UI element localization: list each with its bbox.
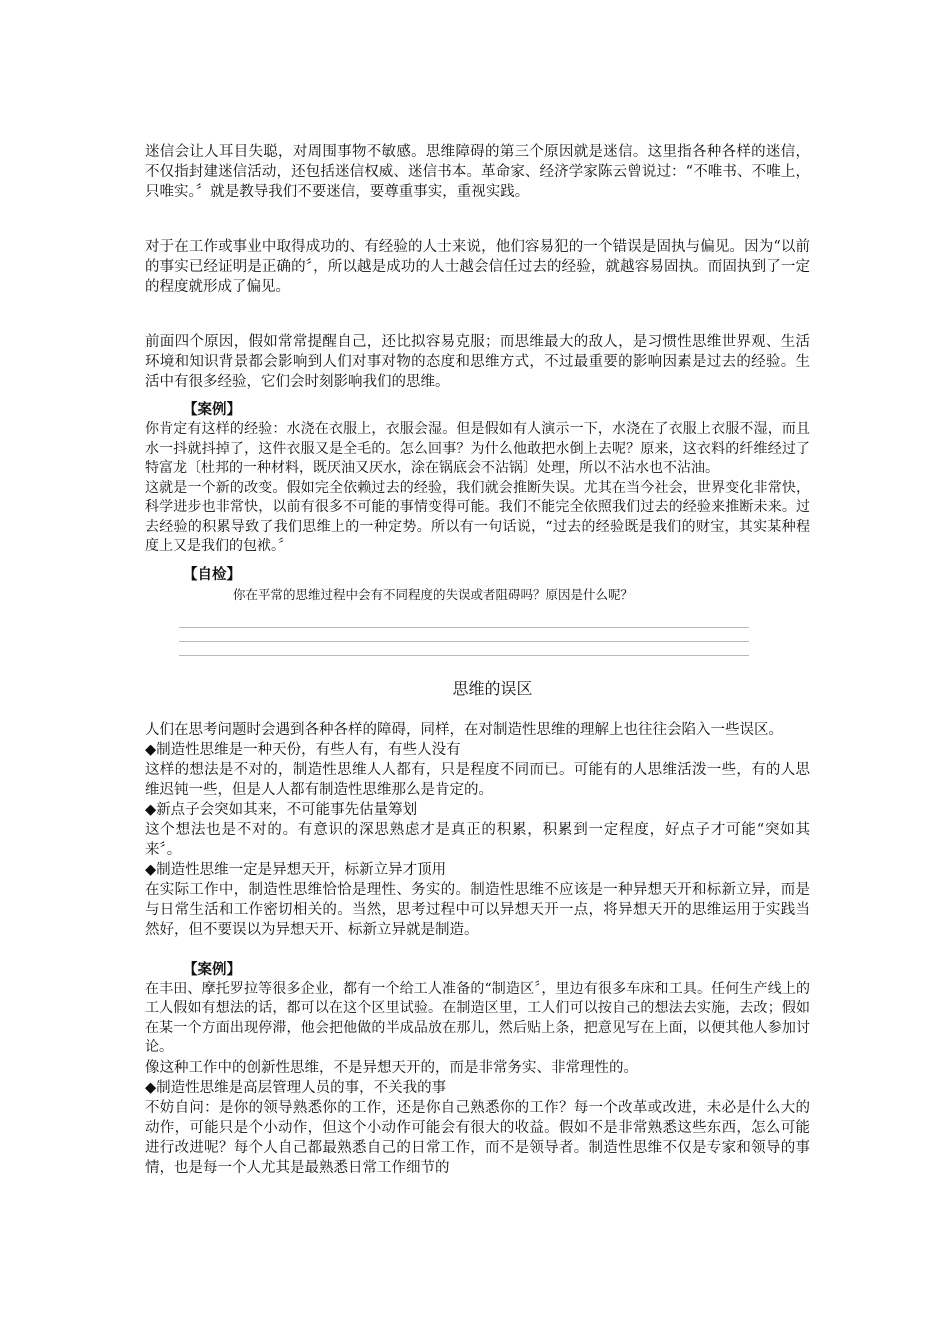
misconception-heading: ◆制造性思维是一种天份，有些人有，有些人没有 bbox=[145, 741, 461, 758]
case-label: 【案例】 bbox=[183, 402, 241, 418]
paragraph-superstition: 迷信会让人耳目失聪，对周围事物不敏感。思维障碍的第三个原因就是迷信。这里指各种各样的迷信，不仅指封建迷信活动，还包括迷信权威、迷信书本。革命家、经济学家陈云曾说过：“不唯书、不唯上，只唯实。〞就是教导我们不要迷信，要尊重事实，重视实践。 bbox=[145, 144, 810, 200]
misconception-text: 这样的想法是不对的，制造性思维人人都有，只是程度不同而已。可能有的人思维活泼一些，有的人思维迟钝一些，但是人人都有制造性思维那么是肯定的。 bbox=[145, 761, 810, 798]
closing-text: 不妨自问：是你的领导熟悉你的工作，还是你自己熟悉你的工作？每一个改革或改进，未必是什么大的动作，可能只是个小动作，但这个小动作可能会有很大的收益。假如不是非常熟悉这些东西，怎么可能进行改进呢？每个人自己都最熟悉自己的日常工作，而不是领导者。制造性思维不仅是专家和领导的事情，也是每一个人尤其是最熟悉日常工作细节的 bbox=[145, 1099, 810, 1176]
case-paragraph: 这就是一个新的改变。假如完全依赖过去的经验，我们就会推断失误。尤其在当今社会，世界变化非常快，科学进步也非常快，以前有很多不可能的事情变得可能。我们不能完全依照我们过去的经验来推断未来。过去经验的积累导致了我们思维上的一种定势。所以有一句话说，“过去的经验既是我们的财宝，其实某种程度上又是我们的包袱。〞 bbox=[145, 479, 810, 554]
answer-lines bbox=[179, 614, 749, 656]
case-paragraph: 你肯定有这样的经验：水浇在衣服上，衣服会湿。但是假如有人演示一下，水浇在了衣服上衣服不湿，而且水一抖就抖掉了，这件衣服又是全毛的。怎么回事？为什么他敢把水倒上去呢？原来，这衣料的纤维经过了特富龙〔杜邦的一种材料，既厌油又厌水，涂在锅底会不沾锅〕处理，所以不沾水也不沾油。 bbox=[145, 421, 810, 476]
section-title: 思维的误区 bbox=[452, 678, 533, 698]
answer-line bbox=[179, 614, 749, 628]
case-text-2 bbox=[145, 980, 810, 1058]
document-page bbox=[145, 142, 810, 1178]
answer-line bbox=[179, 628, 749, 642]
misconception-heading: ◆制造性思维是高层管理人员的事，不关我的事 bbox=[145, 1079, 447, 1096]
misconception-heading: ◆制造性思维一定是异想天开，标新立异才顶用 bbox=[145, 861, 447, 878]
paragraph-stubbornness: 对于在工作或事业中取得成功的、有经验的人士来说，他们容易犯的一个错误是固执与偏见。因为“以前的事实已经证明是正确的〞，所以越是成功的人士越会信任过去的经验，就越容易固执。而固执到了一定的程度就形成了偏见。 bbox=[145, 239, 810, 295]
case-text bbox=[145, 420, 810, 557]
case-paragraph: 在丰田、摩托罗拉等很多企业，都有一个给工人准备的“制造区〞，里边有很多车床和工具。任何生产线上的工人假如有想法的话，都可以在这个区里试验。在制造区里，工人们可以按自己的想法去实施，去改；假如在某一个方面出现停滞，他会把他做的半成品放在那儿，然后贴上条，把意见写在上面，以便其他人参加讨论。 bbox=[145, 980, 810, 1055]
section-intro: 人们在思考问题时会遇到各种各样的障碍，同样，在对制造性思维的理解上也往往会陷入一些误区。 bbox=[145, 721, 783, 738]
closing-text: 像这种工作中的创新性思维，不是异想天开的，而是非常务实、非常理性的。 bbox=[145, 1059, 638, 1076]
misconception-heading: ◆新点子会突如其来，不可能事先估量筹划 bbox=[145, 801, 418, 818]
misconception-text: 这个想法也是不对的。有意识的深思熟虑才是真正的积累，积累到一定程度，好点子才可能“突如其来〞。 bbox=[145, 821, 810, 858]
case-label-2: 【案例】 bbox=[183, 961, 241, 978]
self-check-question: 你在平常的思维过程中会有不同程度的失误或者阻碍吗？原因是什么呢？ bbox=[233, 586, 634, 602]
answer-line bbox=[179, 642, 749, 656]
self-check-label: 【自检】 bbox=[183, 566, 241, 583]
misconception-text: 在实际工作中，制造性思维恰恰是理性、务实的。制造性思维不应该是一种异想天开和标新立异，而是与日常生活和工作密切相关的。当然，思考过程中可以异想天开一点，将异想天开的思维运用于实践当然好，但不要误以为异想天开、标新立异就是制造。 bbox=[145, 881, 810, 938]
paragraph-habitual-thinking: 前面四个原因，假如常常提醒自己，还比拟容易克服；而思维最大的敌人，是习惯性思维世界观、生活环境和知识背景都会影响到人们对事对物的态度和思维方式，不过最重要的影响因素是过去的经验。生活中有很多经验，它们会时刻影响我们的思维。 bbox=[145, 334, 810, 390]
